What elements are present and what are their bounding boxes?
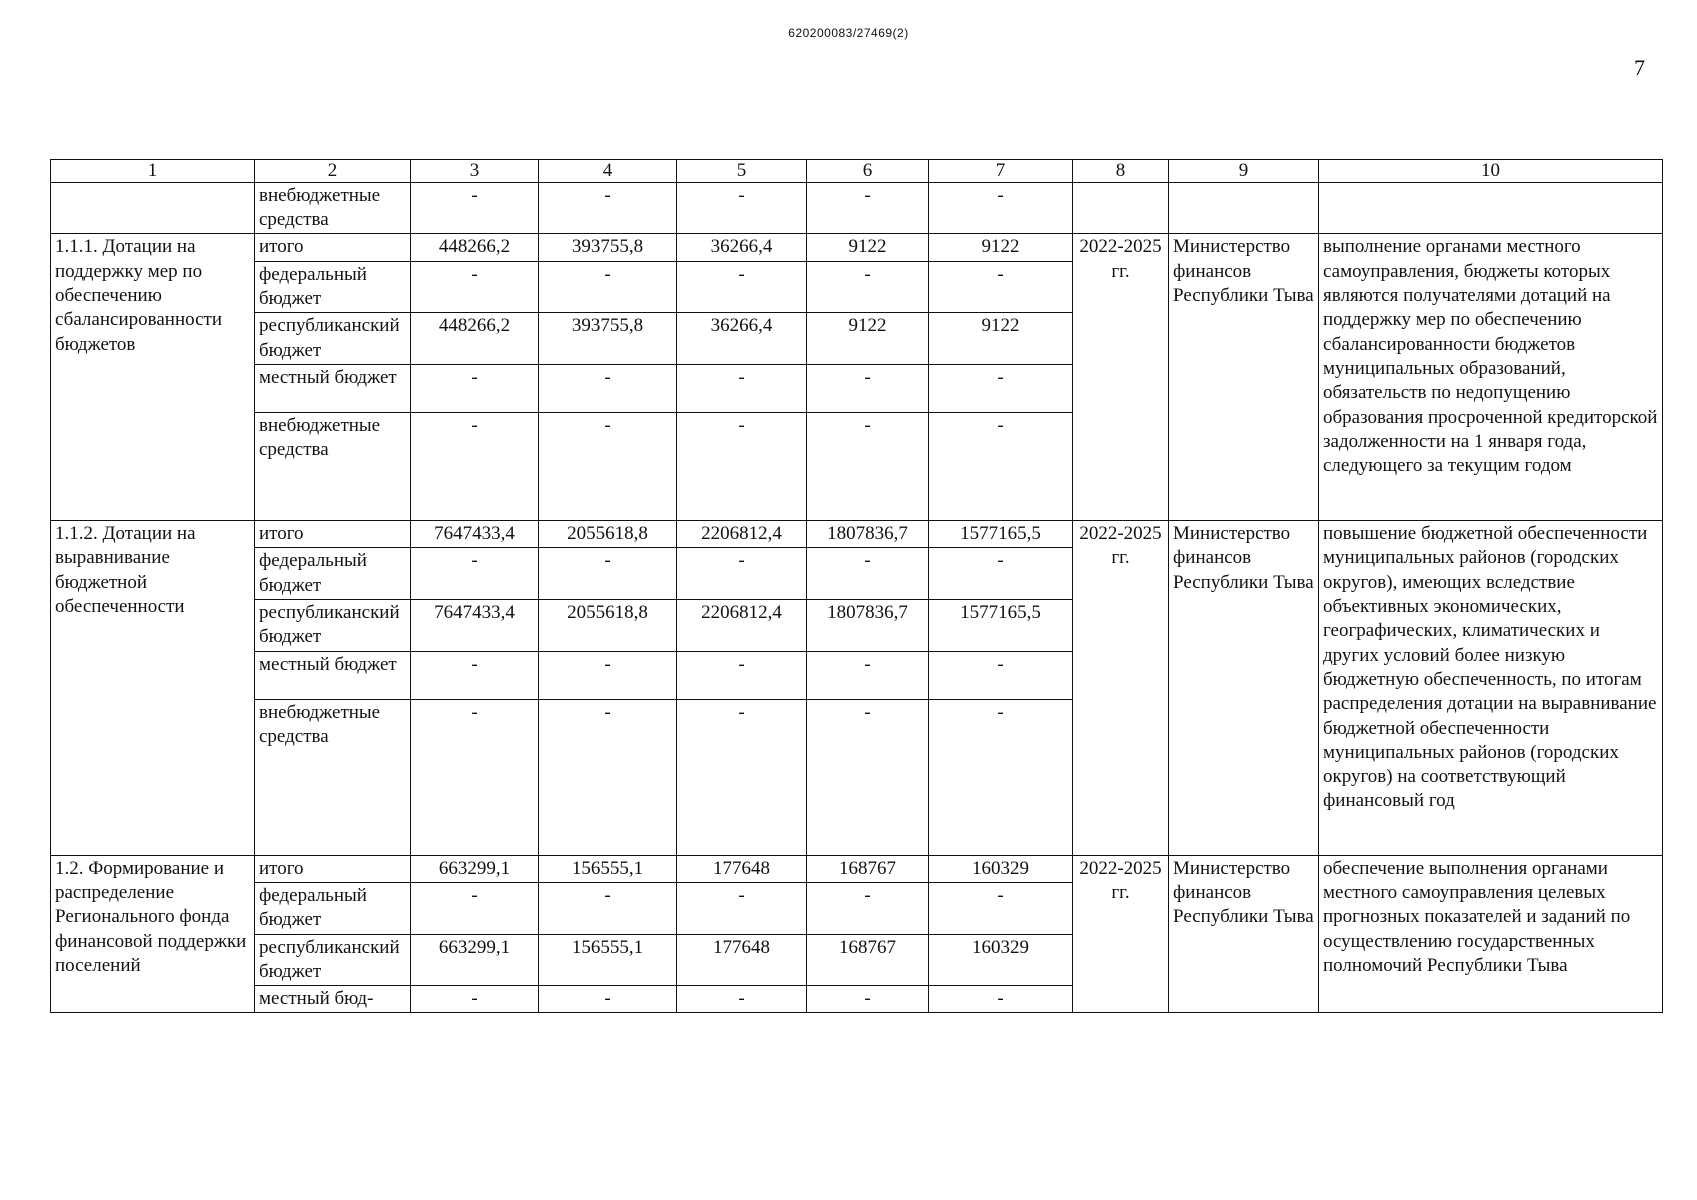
cell-period: 2022-2025 гг.	[1073, 234, 1169, 521]
column-header-6: 6	[807, 160, 929, 183]
cell-expected-result: выполнение органами местного самоуправления, бюджеты которых являются получателями дотаций на поддержку мер по обеспечению сбалансированности бюджетов муниципальных образований, обязательств по недопущению образования просроченной кредиторской задолженности на 1 января года, следующего за текущим годом	[1319, 234, 1663, 521]
cell-amount-col5: 2206812,4	[677, 599, 807, 651]
cell-amount-col3: -	[411, 413, 539, 521]
cell-amount-col5: 2206812,4	[677, 521, 807, 548]
cell-amount-col5: -	[677, 882, 807, 934]
cell-amount-col4: 393755,8	[539, 313, 677, 365]
cell-amount-col5: 36266,4	[677, 234, 807, 261]
cell-amount-col7: -	[929, 365, 1073, 413]
cell-amount-col7: -	[929, 261, 1073, 313]
cell-activity-name: 1.1.1. Дотации на поддержку мер по обеспечению сбалансированности бюджетов	[51, 234, 255, 521]
cell-amount-col6: 9122	[807, 313, 929, 365]
cell-funding-source: федеральный бюджет	[255, 882, 411, 934]
cell-amount-col7: 160329	[929, 855, 1073, 882]
column-header-3: 3	[411, 160, 539, 183]
cell-amount-col7: 9122	[929, 313, 1073, 365]
cell-amount-col4: -	[539, 182, 677, 234]
cell-amount-col3: -	[411, 986, 539, 1013]
cell-amount-col3: 448266,2	[411, 234, 539, 261]
cell-funding-source: внебюджетные средства	[255, 413, 411, 521]
column-header-2: 2	[255, 160, 411, 183]
cell-amount-col4: -	[539, 413, 677, 521]
cell-amount-col3: 663299,1	[411, 855, 539, 882]
cell-expected-result	[1319, 182, 1663, 234]
table-header-row	[51, 160, 1663, 183]
cell-amount-col6: -	[807, 651, 929, 699]
cell-amount-col6: 1807836,7	[807, 599, 929, 651]
column-header-10: 10	[1319, 160, 1663, 183]
cell-amount-col3: -	[411, 699, 539, 855]
cell-amount-col6: -	[807, 699, 929, 855]
cell-amount-col6: -	[807, 548, 929, 600]
cell-amount-col3: 448266,2	[411, 313, 539, 365]
cell-executor	[1169, 182, 1319, 234]
cell-amount-col6: -	[807, 986, 929, 1013]
cell-funding-source: республиканский бюджет	[255, 599, 411, 651]
page-number: 7	[1634, 55, 1645, 80]
cell-expected-result: повышение бюджетной обеспеченности муниципальных районов (городских округов), имеющих вследствие объективных экономических, географических, климатических и других условий более низкую бюджетную обеспеченность, по итогам распределения дотации на выравнивание бюджетной обеспеченности муниципальных районов (городских округов) на соответствующий финансовый год	[1319, 521, 1663, 856]
cell-amount-col6: 1807836,7	[807, 521, 929, 548]
column-header-5: 5	[677, 160, 807, 183]
cell-amount-col4: 2055618,8	[539, 521, 677, 548]
column-header-8: 8	[1073, 160, 1169, 183]
cell-amount-col3: 7647433,4	[411, 599, 539, 651]
cell-amount-col5: -	[677, 261, 807, 313]
document-id: 620200083/27469(2)	[788, 26, 909, 40]
cell-funding-source: местный бюд-	[255, 986, 411, 1013]
cell-activity-name: 1.2. Формирование и распределение Регионального фонда финансовой поддержки поселений	[51, 855, 255, 1013]
cell-funding-source: итого	[255, 234, 411, 261]
cell-amount-col5: -	[677, 182, 807, 234]
cell-amount-col3: 663299,1	[411, 934, 539, 986]
cell-amount-col5: -	[677, 548, 807, 600]
cell-amount-col3: -	[411, 261, 539, 313]
cell-amount-col4: -	[539, 882, 677, 934]
cell-amount-col4: -	[539, 986, 677, 1013]
cell-amount-col6: -	[807, 413, 929, 521]
cell-amount-col6: -	[807, 182, 929, 234]
cell-amount-col5: -	[677, 699, 807, 855]
cell-amount-col4: -	[539, 699, 677, 855]
cell-amount-col7: -	[929, 986, 1073, 1013]
cell-amount-col6: -	[807, 365, 929, 413]
cell-executor: Министерство финансов Республики Тыва	[1169, 521, 1319, 856]
cell-funding-source: местный бюджет	[255, 651, 411, 699]
cell-funding-source: итого	[255, 521, 411, 548]
table-row	[51, 521, 1663, 548]
cell-funding-source: внебюджетные средства	[255, 182, 411, 234]
cell-amount-col7: 160329	[929, 934, 1073, 986]
cell-amount-col5: 36266,4	[677, 313, 807, 365]
cell-amount-col3: -	[411, 182, 539, 234]
cell-expected-result: обеспечение выполнения органами местного самоуправления целевых прогнозных показателей и заданий по осуществлению государственных полномочий Республики Тыва	[1319, 855, 1663, 1013]
cell-amount-col5: -	[677, 651, 807, 699]
cell-funding-source: федеральный бюджет	[255, 261, 411, 313]
cell-amount-col7: 9122	[929, 234, 1073, 261]
cell-amount-col4: 156555,1	[539, 855, 677, 882]
cell-funding-source: федеральный бюджет	[255, 548, 411, 600]
cell-amount-col7: -	[929, 182, 1073, 234]
cell-funding-source: местный бюджет	[255, 365, 411, 413]
cell-amount-col4: 2055618,8	[539, 599, 677, 651]
cell-funding-source: республиканский бюджет	[255, 934, 411, 986]
cell-amount-col6: 168767	[807, 855, 929, 882]
column-header-1: 1	[51, 160, 255, 183]
cell-amount-col7: 1577165,5	[929, 521, 1073, 548]
cell-amount-col4: -	[539, 261, 677, 313]
cell-funding-source: республиканский бюджет	[255, 313, 411, 365]
cell-amount-col7: -	[929, 882, 1073, 934]
cell-amount-col6: -	[807, 882, 929, 934]
cell-amount-col5: -	[677, 413, 807, 521]
cell-activity-name: 1.1.2. Дотации на выравнивание бюджетной обеспеченности	[51, 521, 255, 856]
cell-amount-col7: -	[929, 651, 1073, 699]
cell-funding-source: внебюджетные средства	[255, 699, 411, 855]
cell-amount-col5: -	[677, 365, 807, 413]
cell-amount-col4: -	[539, 548, 677, 600]
cell-amount-col4: 393755,8	[539, 234, 677, 261]
cell-amount-col3: -	[411, 548, 539, 600]
cell-funding-source: итого	[255, 855, 411, 882]
cell-amount-col4: -	[539, 651, 677, 699]
cell-amount-col5: 177648	[677, 855, 807, 882]
cell-amount-col3: 7647433,4	[411, 521, 539, 548]
cell-amount-col5: 177648	[677, 934, 807, 986]
cell-period: 2022-2025 гг.	[1073, 521, 1169, 856]
cell-period: 2022-2025 гг.	[1073, 855, 1169, 1013]
table-row	[51, 182, 1663, 234]
cell-amount-col3: -	[411, 882, 539, 934]
cell-executor: Министерство финансов Республики Тыва	[1169, 855, 1319, 1013]
column-header-7: 7	[929, 160, 1073, 183]
cell-amount-col7: -	[929, 699, 1073, 855]
table-row	[51, 855, 1663, 882]
cell-amount-col3: -	[411, 651, 539, 699]
cell-amount-col7: -	[929, 548, 1073, 600]
budget-table	[50, 159, 1663, 1013]
column-header-4: 4	[539, 160, 677, 183]
cell-activity-name	[51, 182, 255, 234]
cell-amount-col3: -	[411, 365, 539, 413]
cell-amount-col4: 156555,1	[539, 934, 677, 986]
cell-executor: Министерство финансов Республики Тыва	[1169, 234, 1319, 521]
cell-period	[1073, 182, 1169, 234]
cell-amount-col7: 1577165,5	[929, 599, 1073, 651]
cell-amount-col4: -	[539, 365, 677, 413]
cell-amount-col7: -	[929, 413, 1073, 521]
table-row	[51, 234, 1663, 261]
column-header-9: 9	[1169, 160, 1319, 183]
cell-amount-col5: -	[677, 986, 807, 1013]
cell-amount-col6: 9122	[807, 234, 929, 261]
cell-amount-col6: -	[807, 261, 929, 313]
cell-amount-col6: 168767	[807, 934, 929, 986]
